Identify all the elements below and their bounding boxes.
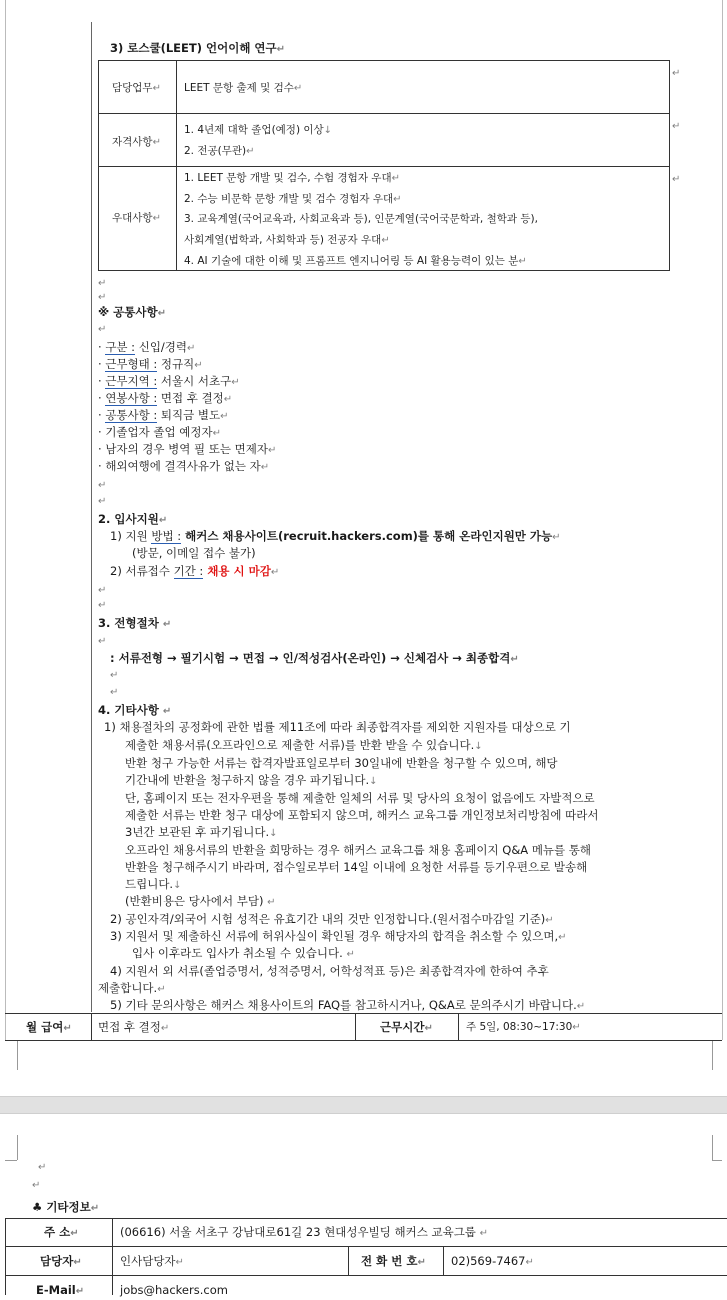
paragraph-mark: ↵ xyxy=(32,1180,41,1191)
row-label: 담당업무↵ xyxy=(112,82,161,94)
info-table-line xyxy=(348,1246,349,1275)
info-heading: ♣ 기타정보↵ xyxy=(32,1200,100,1214)
contact-value: 인사담당자↵ xyxy=(120,1254,184,1268)
etc-line: 3) 지원서 및 제출하신 서류에 허위사실이 확인될 경우 해당자의 합격을 취소할 수 있으며,↵ xyxy=(110,929,567,943)
paragraph-mark: ↵ xyxy=(672,174,681,185)
salary-divider xyxy=(91,1013,92,1040)
paragraph-mark: ↵ xyxy=(110,687,119,698)
paragraph-mark: ↵ xyxy=(98,496,107,507)
info-table-line xyxy=(5,1275,727,1276)
apply-heading: 2. 입사지원↵ xyxy=(98,512,168,526)
margin-corner xyxy=(17,1040,18,1070)
margin-corner xyxy=(712,1160,722,1161)
salary-label: 월 급여↵ xyxy=(26,1020,72,1034)
process-steps: : 서류전형 → 필기시험 → 면접 → 인/적성검사(온라인) → 신체검사 → 최종합격↵ xyxy=(110,651,519,665)
paragraph-mark: ↵ xyxy=(98,480,107,491)
apply-method: 1) 지원 방법 : 해커스 채용사이트(recruit.hackers.com)를 통해 온라인지원만 가능↵ xyxy=(110,529,561,543)
process-heading: 3. 전형절차 ↵ xyxy=(98,616,172,630)
etc-line: 기간내에 반환을 청구하지 않을 경우 파기됩니다.↓ xyxy=(125,773,378,787)
row-value: 2. 수능 비문학 문항 개발 및 검수 경험자 우대↵ xyxy=(184,193,402,205)
row-value: 1. 4년제 대학 졸업(예정) 이상↓ xyxy=(184,124,333,136)
apply-period: 2) 서류접수 기간 : 채용 시 마감↵ xyxy=(110,564,280,578)
page-left-border xyxy=(91,22,92,1012)
info-table-line xyxy=(443,1246,444,1275)
common-item: · 근무형태 : 정규직↵ xyxy=(98,357,203,371)
table-divider xyxy=(98,113,670,114)
hours-value: 주 5일, 08:30~17:30↵ xyxy=(466,1021,581,1033)
contact-label: 담당자↵ xyxy=(40,1254,82,1268)
common-item: · 해외여행에 결격사유가 없는 자↵ xyxy=(98,459,270,473)
common-item: · 연봉사항 : 면접 후 결정↵ xyxy=(98,391,233,405)
phone-label: 전 화 번 호↵ xyxy=(361,1254,426,1268)
etc-line: 반환을 청구해주시기 바라며, 접수일로부터 14일 이내에 요청한 서류를 등기우편으로 발송해 xyxy=(125,860,588,874)
etc-line: 오프라인 채용서류의 반환을 희망하는 경우 해커스 교육그룹 채용 홈페이지 Q&A 메뉴를 통해 xyxy=(125,843,592,857)
email-value[interactable]: jobs@hackers.com xyxy=(120,1283,228,1297)
etc-line: 제출한 서류는 반환 청구 대상에 포함되지 않으며, 해커스 교육그룹 개인정보처리방침에 따라서 xyxy=(125,808,599,822)
etc-line: 드립니다.↓ xyxy=(125,877,182,891)
paragraph-mark: ↵ xyxy=(98,278,107,289)
row-value: 사회계열(법학과, 사회학과 등) 전공자 우대↵ xyxy=(184,234,390,246)
paragraph-mark: ↵ xyxy=(98,292,107,303)
row-value: LEET 문항 출제 및 검수↵ xyxy=(184,82,303,94)
margin-corner xyxy=(5,1160,17,1161)
etc-line: 제출합니다.↵ xyxy=(98,981,166,995)
info-table-line xyxy=(5,1218,727,1219)
page-outer-left-edge xyxy=(5,0,6,1040)
salary-row-bottom xyxy=(5,1040,722,1041)
row-value: 2. 전공(무관)↵ xyxy=(184,145,255,157)
etc-line: 단, 홈페이지 또는 전자우편을 통해 제출한 일체의 서류 및 당사의 요청이 없음에도 자발적으로 xyxy=(125,791,595,805)
row-label: 우대사항↵ xyxy=(112,212,161,224)
paragraph-mark: ↵ xyxy=(98,600,107,611)
common-item: · 근무지역 : 서울시 서초구↵ xyxy=(98,374,240,388)
row-label: 자격사항↵ xyxy=(112,136,161,148)
paragraph-mark: ↵ xyxy=(110,670,119,681)
row-value: 4. AI 기술에 대한 이해 및 프롬프트 엔지니어링 등 AI 활용능력이 있는 분↵ xyxy=(184,255,527,267)
info-table-line xyxy=(112,1218,113,1295)
row-value: 3. 교육계열(국어교육과, 사회교육과 등), 인문계열(국어국문학과, 철학과 등), xyxy=(184,213,538,225)
etc-line: 5) 기타 문의사항은 해커스 채용사이트의 FAQ를 참고하시거나, Q&A로 문의주시기 바랍니다.↵ xyxy=(110,998,586,1012)
paragraph-mark: ↵ xyxy=(98,636,107,647)
etc-line: 입사 이후라도 입사가 취소될 수 있습니다. ↵ xyxy=(132,946,355,960)
margin-corner xyxy=(712,1135,713,1160)
phone-value: 02)569-7467↵ xyxy=(451,1254,534,1268)
address-value: (06616) 서울 서초구 강남대로61길 23 현대성우빌딩 해커스 교육그룹 ↵ xyxy=(120,1225,488,1239)
salary-divider xyxy=(458,1013,459,1040)
page-gap xyxy=(0,1096,727,1114)
paragraph-mark: ↵ xyxy=(672,68,681,79)
etc-line: 반환 청구 가능한 서류는 합격자발표일로부터 30일내에 반환을 청구할 수 있으며, 해당 xyxy=(125,756,558,770)
etc-line: 제출한 채용서류(오프라인으로 제출한 서류)를 반환 받을 수 있습니다.↓ xyxy=(125,738,483,752)
info-table-line xyxy=(5,1246,727,1247)
salary-row-top xyxy=(5,1013,722,1014)
common-item: · 기졸업자 졸업 예정자↵ xyxy=(98,425,221,439)
margin-corner xyxy=(17,1135,18,1160)
margin-corner xyxy=(712,1040,713,1070)
apply-method-note: (방문, 이메일 접수 불가) xyxy=(132,546,256,560)
page-outer-right-edge xyxy=(722,0,723,1040)
etc-line: 4) 지원서 외 서류(졸업증명서, 성적증명서, 어학성적표 등)은 최종합격자에 한하여 추후 xyxy=(110,964,549,978)
info-table-line xyxy=(5,1218,6,1295)
section-heading: 3) 로스쿨(LEET) 언어이해 연구↵ xyxy=(110,41,286,55)
salary-divider xyxy=(355,1013,356,1040)
common-item: · 공통사항 : 퇴직금 별도↵ xyxy=(98,408,229,422)
paragraph-mark: ↵ xyxy=(672,121,681,132)
paragraph-mark: ↵ xyxy=(98,324,107,335)
etc-line: 3년간 보관된 후 파기됩니다.↓ xyxy=(125,825,278,839)
paragraph-mark: ↵ xyxy=(38,1162,47,1173)
hours-label: 근무시간↵ xyxy=(380,1020,433,1034)
salary-value: 면접 후 결정↵ xyxy=(98,1020,170,1034)
table-divider xyxy=(98,166,670,167)
paragraph-mark: ↵ xyxy=(98,585,107,596)
etc-line: 2) 공인자격/외국어 시험 성적은 유효기간 내의 것만 인정합니다.(원서접수마감일 기준)↵ xyxy=(110,912,554,926)
common-heading: ※ 공통사항↵ xyxy=(98,305,167,319)
row-value: 1. LEET 문항 개발 및 검수, 수험 경험자 우대↵ xyxy=(184,172,400,184)
etc-heading: 4. 기타사항 ↵ xyxy=(98,703,172,717)
email-label: E-Mail↵ xyxy=(36,1283,85,1297)
address-label: 주 소↵ xyxy=(44,1225,79,1239)
common-item: · 남자의 경우 병역 필 또는 면제자↵ xyxy=(98,442,277,456)
common-item: · 구분 : 신입/경력↵ xyxy=(98,340,196,354)
etc-line: 1) 채용절차의 공정화에 관한 법률 제11조에 따라 최종합격자를 제외한 지원자를 대상으로 기 xyxy=(104,720,571,734)
etc-line: (반환비용은 당사에서 부담) ↵ xyxy=(125,894,276,908)
